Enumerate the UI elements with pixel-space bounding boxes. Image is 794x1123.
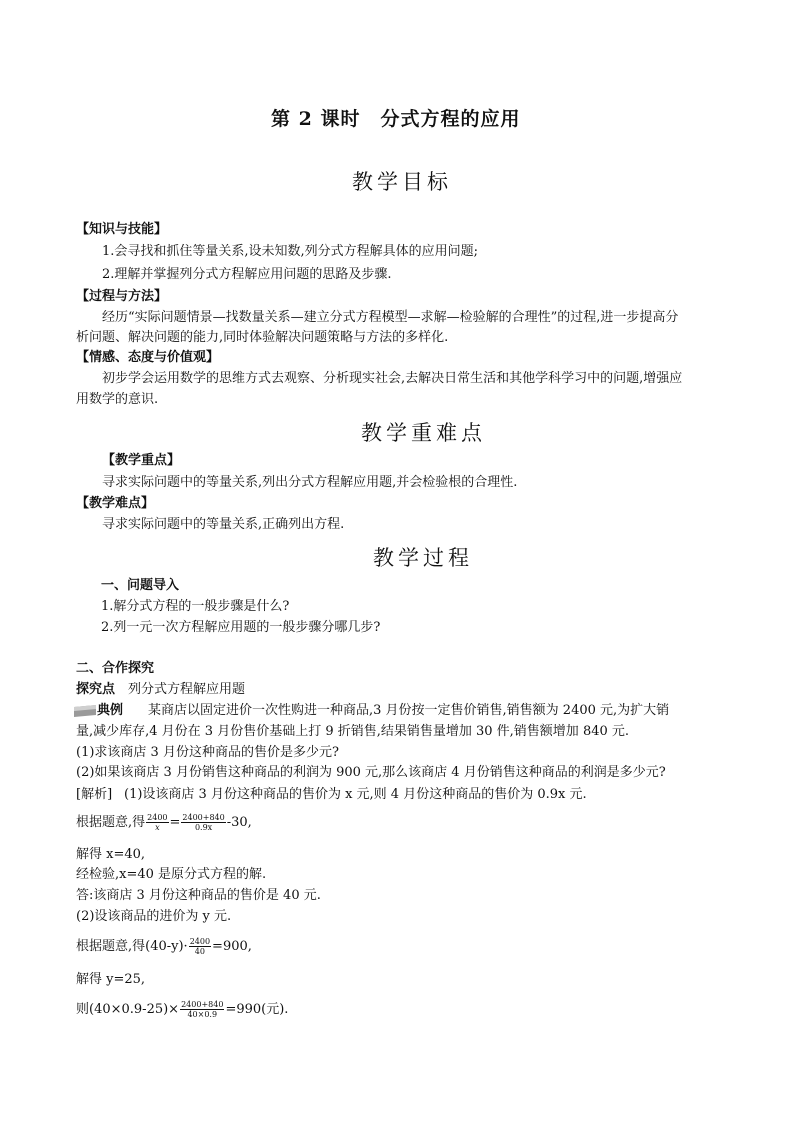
eq3-prefix: 则(40×0.9-25)×: [76, 1002, 180, 1017]
equation-2: [76, 937, 252, 956]
example-line-2: 量,减少库存,4 月份在 3 月份售价基础上打 9 折销售,结果销售量增加 30 件,销售额增加 840 元.: [76, 724, 630, 739]
analysis-line-1: (1)设该商店 3 月份这种商品的售价为 x 元,则 4 月份这种商品的售价为 0.9x 元.: [124, 787, 587, 802]
solve-1: 解得 x=40,: [76, 847, 146, 862]
eq3-numerator: 2400+840: [181, 1000, 224, 1009]
analysis-label: [解析]: [76, 787, 113, 802]
answer-1: 答:该商店 3 月份这种商品的售价是 40 元.: [76, 888, 321, 903]
equation-3: [76, 1000, 288, 1019]
solve-2: 解得 y=25,: [76, 972, 146, 987]
example-ask-1: (1)求该商店 3 月份这种商品的售价是多少元?: [76, 745, 339, 760]
eq1-fraction-1: [146, 813, 168, 832]
knowledge-heading: 【知识与技能】: [76, 222, 168, 237]
eq2-prefix: 根据题意,得(40-y)·: [76, 939, 188, 954]
eq1-suffix: -30,: [226, 815, 252, 830]
equation-1: [76, 813, 252, 832]
knowledge-item-2: 2.理解并掌握列分式方程解应用问题的思路及步骤.: [102, 267, 392, 282]
eq1-f2-denominator: 0.9x: [194, 823, 213, 832]
eq3-fraction: [180, 1000, 224, 1019]
section-heading-goals: 教学目标: [352, 170, 452, 194]
emotion-line-1: 初步学会运用数学的思维方式去观察、分析现实社会,去解决日常生活和其他学科学习中的问题,增强应: [102, 371, 683, 386]
example-line-1: 某商店以固定进价一次性购进一种商品,3 月份按一定售价销售,销售额为 2400 元,为扩大销: [148, 703, 670, 718]
process-method-heading: 【过程与方法】: [76, 289, 168, 304]
eq1-f2-numerator: 2400+840: [182, 813, 225, 822]
emotion-line-2: 用数学的意识.: [76, 392, 159, 407]
part2-heading: 二、合作探究: [76, 661, 155, 676]
focus-text: 寻求实际问题中的等量关系,列出分式方程解应用题,并会检验根的合理性.: [102, 475, 518, 490]
emotion-heading: 【情感、态度与价值观】: [76, 350, 220, 365]
question-1: 1.解分式方程的一般步骤是什么?: [101, 599, 290, 614]
section-heading-key: 教学重难点: [361, 421, 486, 445]
eq1-f1-denominator: x: [155, 823, 160, 832]
knowledge-item-1: 1.会寻找和抓住等量关系,设未知数,列分式方程解具体的应用问题;: [102, 244, 479, 259]
eq1-f1-numerator: 2400: [147, 813, 168, 822]
eq3-denominator: 40×0.9: [187, 1010, 218, 1019]
part2-setup: (2)设该商品的进价为 y 元.: [76, 909, 232, 924]
eq1-equals: =: [169, 815, 181, 830]
example-label: 典例: [97, 703, 124, 718]
eq1-prefix: 根据题意,得: [76, 815, 146, 830]
difficulty-heading: 【教学难点】: [76, 496, 155, 511]
difficulty-text: 寻求实际问题中的等量关系,正确列出方程.: [102, 517, 345, 532]
eq1-fraction-2: [181, 813, 225, 832]
eq2-numerator: 2400: [189, 937, 211, 946]
explore-point-text: 列分式方程解应用题: [128, 682, 246, 697]
eq2-fraction: [189, 937, 211, 956]
question-2: 2.列一元一次方程解应用题的一般步骤分哪几步?: [101, 620, 381, 635]
eq2-suffix: =900,: [212, 939, 252, 954]
example-ribbon-icon: [74, 705, 96, 717]
process-method-line-2: 析问题、解决问题的能力,同时体验解决问题策略与方法的多样化.: [76, 330, 449, 345]
eq2-denominator: 40: [194, 947, 205, 956]
check-1: 经检验,x=40 是原分式方程的解.: [76, 867, 267, 882]
process-method-line-1: 经历“实际问题情景—找数量关系—建立分式方程模型—求解—检验解的合理性”的过程,进一步提高分: [102, 310, 679, 325]
example-ask-2: (2)如果该商店 3 月份销售这种商品的利润为 900 元,那么该商店 4 月份销售这种商品的利润是多少元?: [76, 765, 666, 780]
eq3-suffix: =990(元).: [225, 1002, 289, 1017]
lesson-title: 第 2 课时 分式方程的应用: [271, 108, 521, 130]
explore-point-label: 探究点: [76, 682, 116, 697]
part1-heading: 一、问题导入: [101, 578, 180, 593]
focus-heading: 【教学重点】: [102, 453, 181, 468]
section-heading-process: 教学过程: [373, 546, 473, 570]
